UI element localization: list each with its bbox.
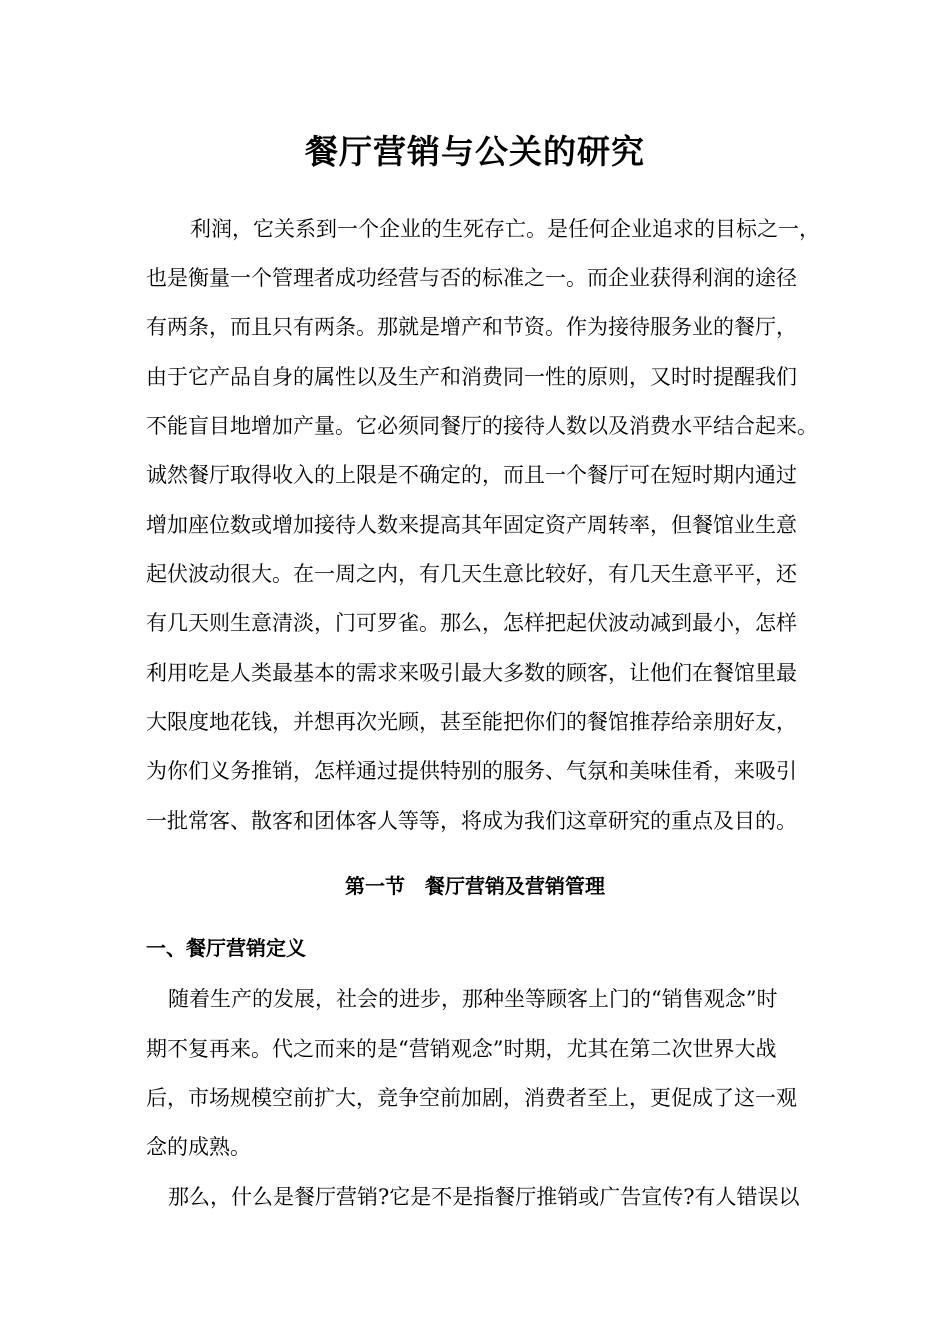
intro-line: 起伏波动很大。在一周之内，有几天生意比较好，有几天生意平平，还 [146,562,797,586]
body-line: 后，市场规模空前扩大，竞争空前加剧，消费者至上，更促成了这一观 [146,1086,797,1110]
intro-line: 不能盲目地增加产量。它必须同餐厅的接待人数以及消费水平结合起来。 [146,414,818,438]
intro-line: 为你们义务推销，怎样通过提供特别的服务、气氛和美味佳肴，来吸引 [146,759,797,783]
body-line: 念的成熟。 [146,1135,251,1159]
body-line: 期不复再来。代之而来的是“营销观念”时期，尤其在第二次世界大战 [146,1037,777,1061]
intro-line: 有两条，而且只有两条。那就是增产和节资。作为接待服务业的餐厅， [146,315,797,339]
intro-line: 利用吃是人类最基本的需求来吸引最大多数的顾客，让他们在餐馆里最 [146,661,797,685]
subheading: 一、餐厅营销定义 [146,936,306,960]
section-title: 第一节 餐厅营销及营销管理 [345,874,605,898]
intro-line: 有几天则生意清淡，门可罗雀。那么，怎样把起伏波动减到最小，怎样 [146,611,797,635]
intro-line: 由于它产品自身的属性以及生产和消费同一性的原则，又时时提醒我们 [146,365,797,389]
intro-line: 诚然餐厅取得收入的上限是不确定的，而且一个餐厅可在短时期内通过 [146,463,797,487]
intro-line: 增加座位数或增加接待人数来提高其年固定资产周转率，但餐馆业生意 [146,513,797,537]
intro-line: 也是衡量一个管理者成功经营与否的标准之一。而企业获得利润的途径 [146,266,797,290]
intro-line: 一批常客、散客和团体客人等等，将成为我们这章研究的重点及目的。 [146,809,797,833]
body-line: 随着生产的发展，社会的进步，那种坐等顾客上门的“销售观念”时 [168,987,778,1011]
body-line: 那么，什么是餐厅营销?它是不是指餐厅推销或广告宣传?有人错误以 [168,1185,800,1209]
intro-line: 大限度地花钱，并想再次光顾，甚至能把你们的餐馆推荐给亲朋好友， [146,710,797,734]
intro-line: 利润，它关系到一个企业的生死存亡。是任何企业追求的目标之一， [190,217,820,241]
document-title: 餐厅营销与公关的研究 [305,132,645,171]
